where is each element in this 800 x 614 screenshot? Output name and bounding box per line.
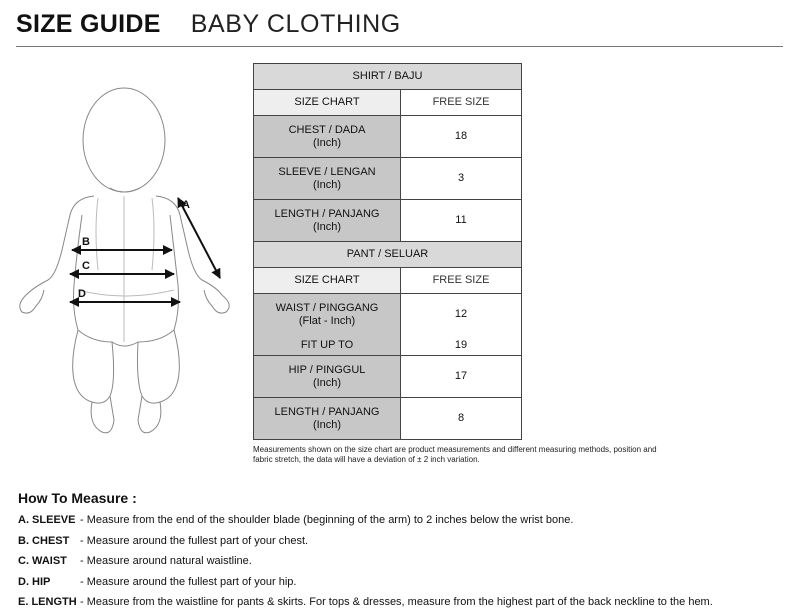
pant-size-chart-label: SIZE CHART bbox=[254, 268, 401, 294]
measure-key: D. HIP bbox=[18, 575, 51, 588]
row-label-unit: (Flat - Inch) bbox=[298, 314, 356, 327]
measure-text: - Measure from the waistline for pants & skirts. For tops & dresses, measure from the highest part of the back neckline to the hem. bbox=[80, 596, 713, 609]
page-subtitle: BABY CLOTHING bbox=[190, 10, 401, 38]
measure-text: - Measure around the fullest part of your chest. bbox=[80, 534, 309, 547]
label-b: B bbox=[82, 236, 90, 248]
measure-key: A. SLEEVE bbox=[18, 514, 76, 527]
row-label-line: LENGTH / PANJANG bbox=[274, 207, 380, 220]
row-label-unit: (Inch) bbox=[312, 136, 342, 149]
table-row bbox=[254, 356, 522, 398]
row-value: 18 bbox=[401, 116, 522, 158]
header-divider bbox=[16, 46, 783, 47]
page-header bbox=[16, 10, 401, 42]
list-item bbox=[18, 510, 793, 531]
row-label bbox=[254, 116, 401, 158]
how-to-measure-list bbox=[18, 510, 793, 613]
list-item bbox=[18, 572, 793, 593]
measure-key: B. CHEST bbox=[18, 534, 70, 547]
row-label bbox=[254, 356, 401, 398]
page-title: SIZE GUIDE bbox=[16, 10, 161, 38]
row-label bbox=[254, 398, 401, 440]
list-item bbox=[18, 592, 793, 613]
measure-key: C. WAIST bbox=[18, 555, 67, 568]
table-row bbox=[254, 158, 522, 200]
measurement-note: Measurements shown on the size chart are product measurements and different measuring methods, position and fabric stretch, the data will have a deviation of ± 2 inch variation. bbox=[253, 445, 657, 464]
table-row bbox=[254, 398, 522, 440]
row-label bbox=[254, 158, 401, 200]
row-value: 17 bbox=[401, 356, 522, 398]
row-label-unit: (Inch) bbox=[312, 376, 342, 389]
row-value: 19 bbox=[401, 335, 522, 356]
row-label-line: CHEST / DADA bbox=[288, 123, 366, 136]
list-item bbox=[18, 531, 793, 552]
row-label-unit: (Inch) bbox=[312, 220, 342, 233]
label-c: C bbox=[82, 260, 90, 272]
row-value: 3 bbox=[401, 158, 522, 200]
measure-text: - Measure around the fullest part of your hip. bbox=[80, 575, 297, 588]
shirt-section-title: SHIRT / BAJU bbox=[254, 64, 522, 90]
row-label-unit: (Inch) bbox=[312, 178, 342, 191]
row-label bbox=[254, 294, 401, 336]
row-label-line: HIP / PINGGUL bbox=[288, 363, 366, 376]
row-value: 11 bbox=[401, 200, 522, 242]
size-chart-table bbox=[253, 63, 522, 440]
baby-figure-illustration bbox=[12, 80, 242, 440]
pant-section-title: PANT / SELUAR bbox=[254, 242, 522, 268]
measure-key: E. LENGTH bbox=[18, 596, 77, 609]
row-label-unit: (Inch) bbox=[312, 418, 342, 431]
pant-size-value: FREE SIZE bbox=[401, 268, 522, 294]
measure-text: - Measure around natural waistline. bbox=[80, 555, 252, 568]
row-label-line: SLEEVE / LENGAN bbox=[278, 165, 376, 178]
row-label bbox=[254, 200, 401, 242]
row-value: 8 bbox=[401, 398, 522, 440]
row-label-line: WAIST / PINGGANG bbox=[275, 301, 379, 314]
label-d: D bbox=[78, 288, 86, 300]
how-to-measure-title: How To Measure : bbox=[18, 490, 137, 506]
measure-text: - Measure from the end of the shoulder blade (beginning of the arm) to 2 inches below the wrist bone. bbox=[80, 514, 574, 527]
table-row bbox=[254, 294, 522, 336]
list-item bbox=[18, 551, 793, 572]
row-label-line: LENGTH / PANJANG bbox=[274, 405, 380, 418]
shirt-size-chart-label: SIZE CHART bbox=[254, 90, 401, 116]
label-a: A bbox=[182, 199, 190, 211]
row-value: 12 bbox=[401, 294, 522, 336]
shirt-size-value: FREE SIZE bbox=[401, 90, 522, 116]
row-label: FIT UP TO bbox=[254, 335, 401, 356]
table-row bbox=[254, 116, 522, 158]
table-row bbox=[254, 200, 522, 242]
table-row bbox=[254, 335, 522, 356]
